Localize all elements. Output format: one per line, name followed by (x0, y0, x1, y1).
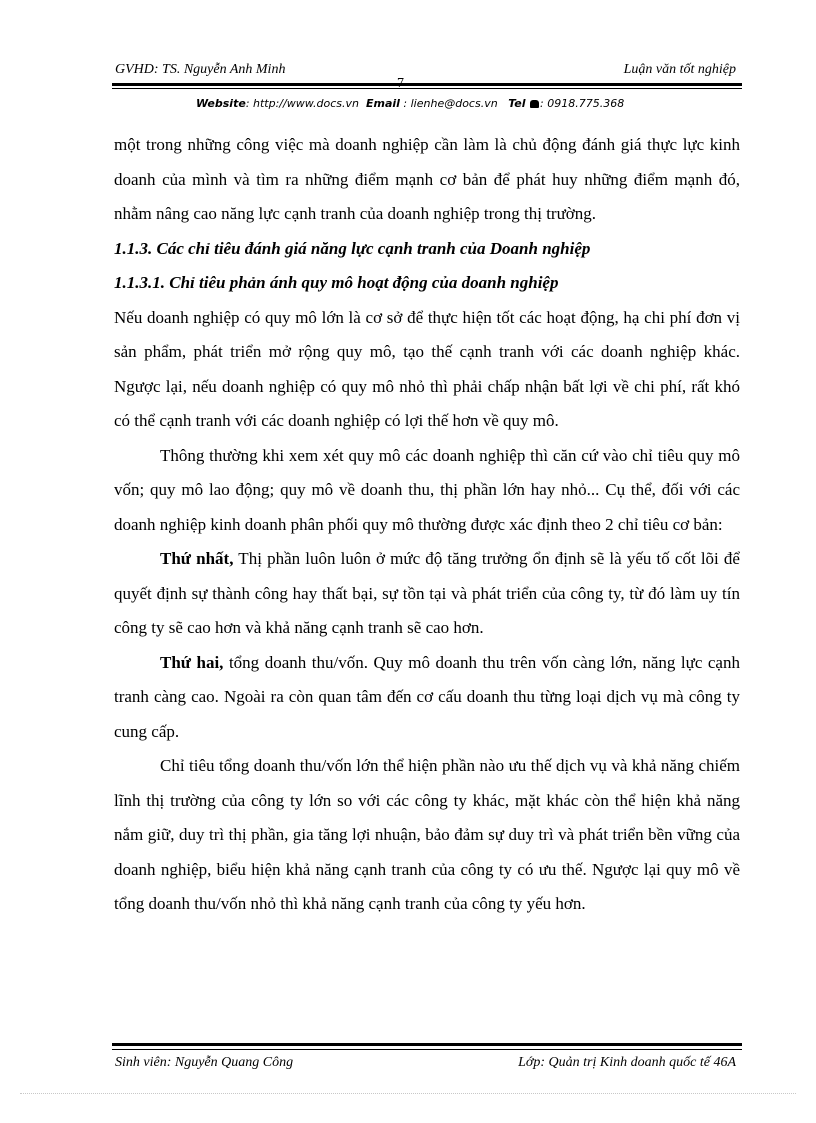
advisor-name: GVHD: TS. Nguyễn Anh Minh (115, 62, 286, 77)
email-label: Email (365, 97, 400, 110)
class-name: Lớp: Quản trị Kinh doanh quốc tế 46A (518, 1055, 736, 1070)
paragraph-revenue: Chỉ tiêu tổng doanh thu/vốn lớn thể hiện phần nào ưu thế dịch vụ và khả năng chiếm lĩnh thị trường của công ty lớn so với các công ty khác, mặt khác còn thể hiện khả năng nắm giữ, duy trì thị phần, gia tăng lợi nhuận, bảo đảm sự duy trì và phát triển bền vững của doanh nghiệp, biểu hiện khả năng cạnh tranh của công ty có ưu thế. Ngược lại quy mô về tổng doanh thu/vốn nhỏ thì khả năng cạnh tranh của công ty yếu hơn. (114, 756, 740, 913)
section-heading: 1.1.3. Các chỉ tiêu đánh giá năng lực cạnh tranh của Doanh nghiệp (114, 238, 591, 258)
paragraph-scale: Nếu doanh nghiệp có quy mô lớn là cơ sở để thực hiện tốt các hoạt động, hạ chi phí đơn vị sản phẩm, phát triển mở rộng quy mô, tạo thế cạnh tranh với các doanh nghiệp khác. Ngược lại, nếu doanh nghiệp có quy mô nhỏ thì phải chấp nhận bất lợi về chi phí, rất khó có thể cạnh tranh với các doanh nghiệp có lợi thế hơn về quy mô. (114, 307, 740, 430)
paragraph-intro: một trong những công việc mà doanh nghiệp cần làm là chủ động đánh giá thực lực kinh doanh của mình và tìm ra những điểm mạnh cơ bản để phát huy những điểm mạnh đó, nhằm nâng cao năng lực cạnh tranh của doanh nghiệp trong thị trường. (114, 135, 740, 223)
email-value[interactable]: : lienhe@docs.vn (403, 97, 498, 110)
website-line (196, 96, 676, 112)
paragraph-first (114, 542, 740, 646)
student-name: Sinh viên: Nguyễn Quang Công (115, 1055, 294, 1070)
second-text: tổng doanh thu/vốn. Quy mô doanh thu trên vốn càng lớn, năng lực cạnh tranh càng cao. Ngoài ra còn quan tâm đến cơ cấu doanh thu từng loại dịch vụ mà công ty cung cấp. (114, 652, 740, 741)
website-url[interactable]: : http://www.docs.vn (245, 97, 359, 110)
subsection-heading: 1.1.3.1. Chỉ tiêu phản ánh quy mô hoạt động của doanh nghiệp (114, 273, 559, 292)
paragraph-second (114, 646, 740, 750)
first-lead: Thứ nhất, (160, 549, 234, 568)
first-text: Thị phần luôn luôn ở mức độ tăng trưởng ổn định sẽ là yếu tố cốt lõi để quyết định sự thành công hay thất bại, sự tồn tại và phát triển của công ty, từ đó làm uy tín công ty sẽ cao hơn và khả năng cạnh tranh sẽ cao hơn. (114, 549, 740, 637)
page-bottom-dotted-line (20, 1093, 796, 1094)
second-lead: Thứ hai, (160, 652, 224, 672)
paragraph-criteria: Thông thường khi xem xét quy mô các doanh nghiệp thì căn cứ vào chỉ tiêu quy mô vốn; quy mô lao động; quy mô về doanh thu, thị phần lớn hay nhỏ... Cụ thể, đối với các doanh nghiệp kinh doanh phân phối quy mô thường được xác định theo 2 chỉ tiêu cơ bản: (114, 445, 740, 534)
tel-value: : 0918.775.368 (540, 97, 625, 110)
header-rule-thin (112, 88, 742, 89)
page-body (114, 128, 740, 922)
header-rule-thick (112, 83, 742, 86)
document-type: Luận văn tốt nghiệp (623, 62, 736, 77)
website-label: Website (196, 97, 246, 110)
phone-icon (530, 100, 539, 108)
tel-label: Tel (508, 97, 526, 110)
footer-rule-thick (112, 1043, 742, 1046)
footer-rule-thin (112, 1049, 742, 1050)
